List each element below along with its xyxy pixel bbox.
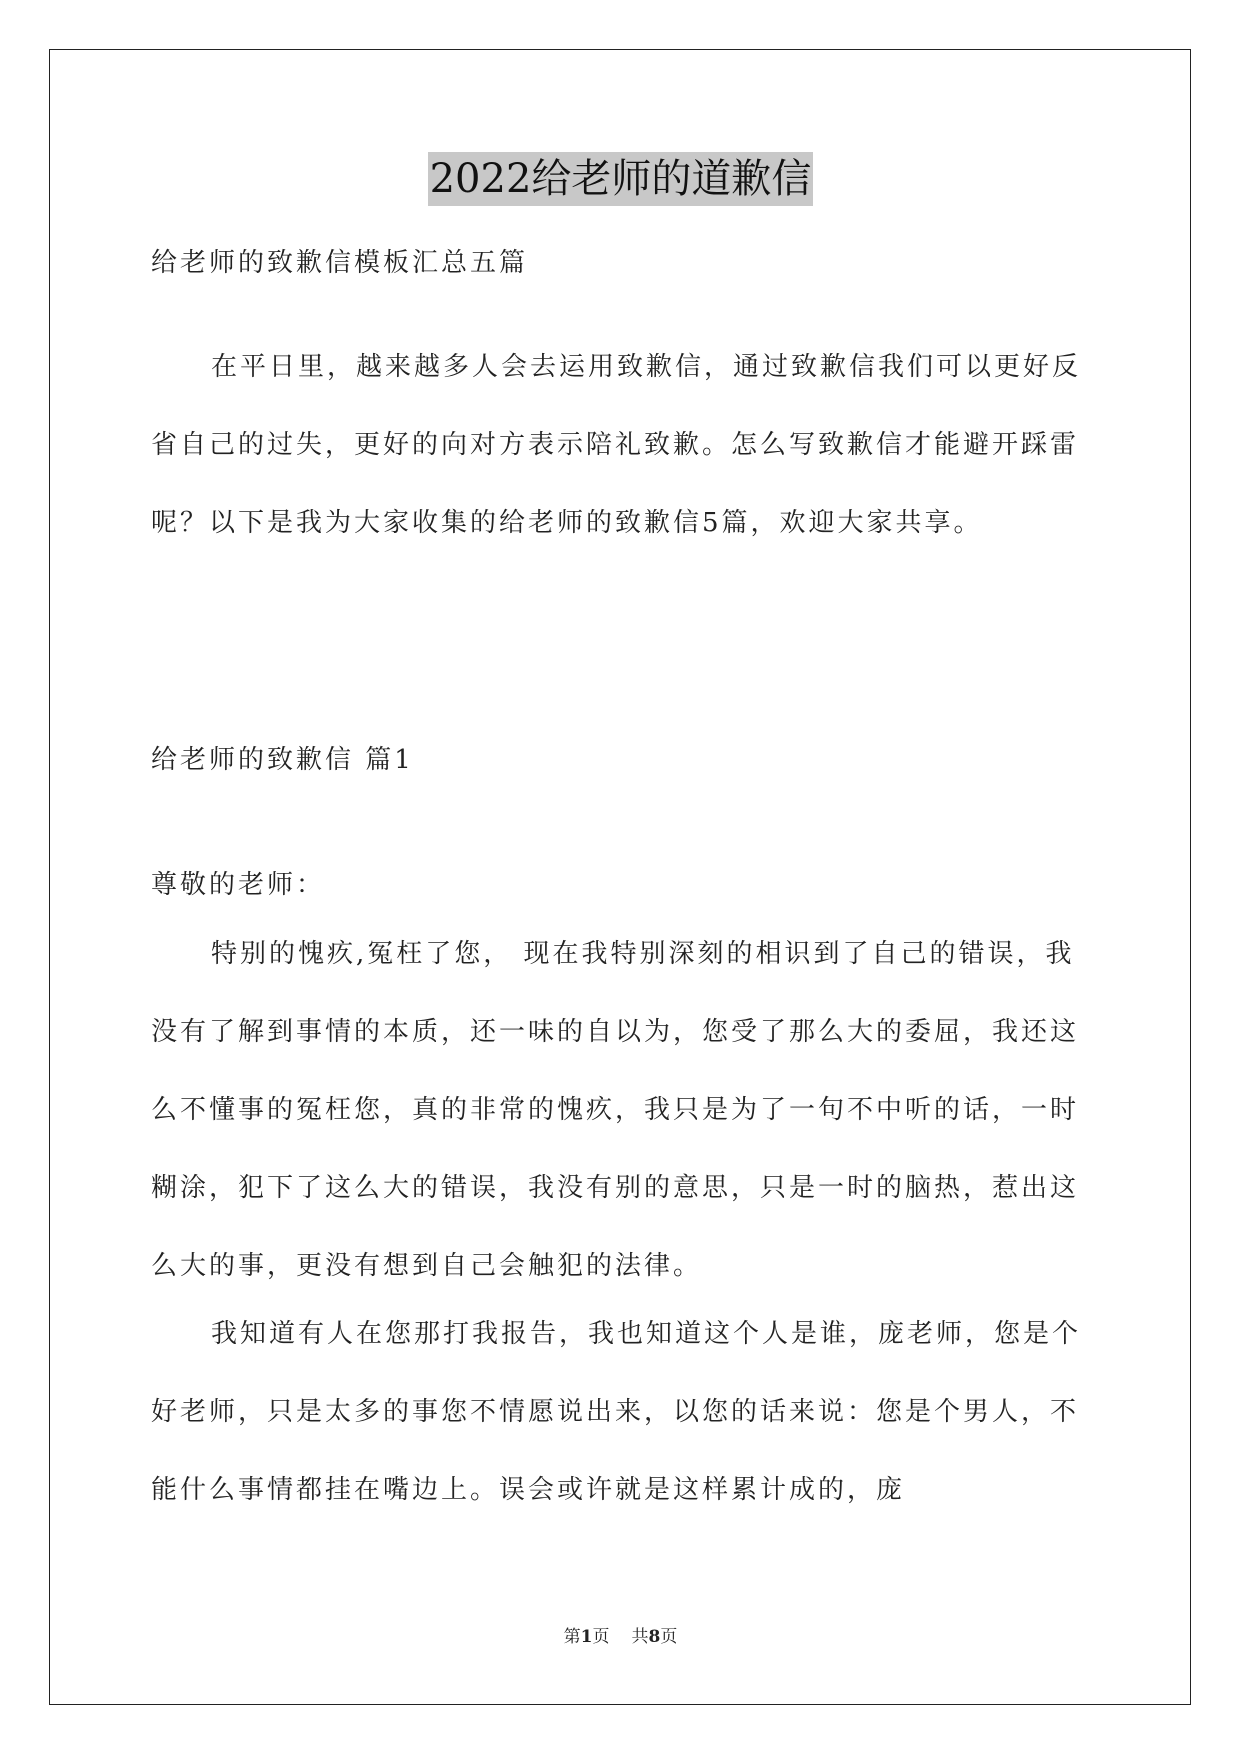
current-page-number: 1 xyxy=(580,1627,593,1647)
footer-page-label: 页 xyxy=(592,1627,610,1647)
body-paragraph: 我知道有人在您那打我报告，我也知道这个人是谁，庞老师，您是个好老师，只是太多的事您不情愿说出来，以您的话来说：您是个男人，不能什么事情都挂在嘴边上。误会或许就是这样累计成的，庞 xyxy=(151,1319,1082,1505)
document-subtitle: 给老师的致歉信模板汇总五篇 xyxy=(151,248,529,278)
footer-total-prefix: 共 xyxy=(631,1627,649,1647)
total-page-number: 8 xyxy=(648,1627,661,1647)
footer-page-prefix: 第 xyxy=(563,1627,581,1647)
body-paragraph: 特别的愧疚,冤枉了您， 现在我特别深刻的相识到了自己的错误，我没有了解到事情的本质，还一味的自以为，您受了那么大的委屈，我还这么不懂事的冤枉您，真的非常的愧疚，我只是为了一句不中听的话，一时糊涂，犯下了这么大的错误，我没有别的意思，只是一时的脑热，惹出这么大的事，更没有想到自己会触犯的法律。 xyxy=(151,939,1080,1281)
page-footer xyxy=(0,1622,1241,1647)
footer-total-suffix: 页 xyxy=(660,1627,678,1647)
section-heading: 给老师的致歉信 篇1 xyxy=(151,745,414,775)
title-container xyxy=(0,152,1241,206)
document-title: 2022给老师的道歉信 xyxy=(428,152,814,206)
intro-paragraph: 在平日里，越来越多人会去运用致歉信，通过致歉信我们可以更好反省自己的过失，更好的向对方表示陪礼致歉。怎么写致歉信才能避开踩雷呢？以下是我为大家收集的给老师的致歉信5篇，欢迎大家共享。 xyxy=(151,352,1082,538)
salutation: 尊敬的老师： xyxy=(151,870,326,900)
